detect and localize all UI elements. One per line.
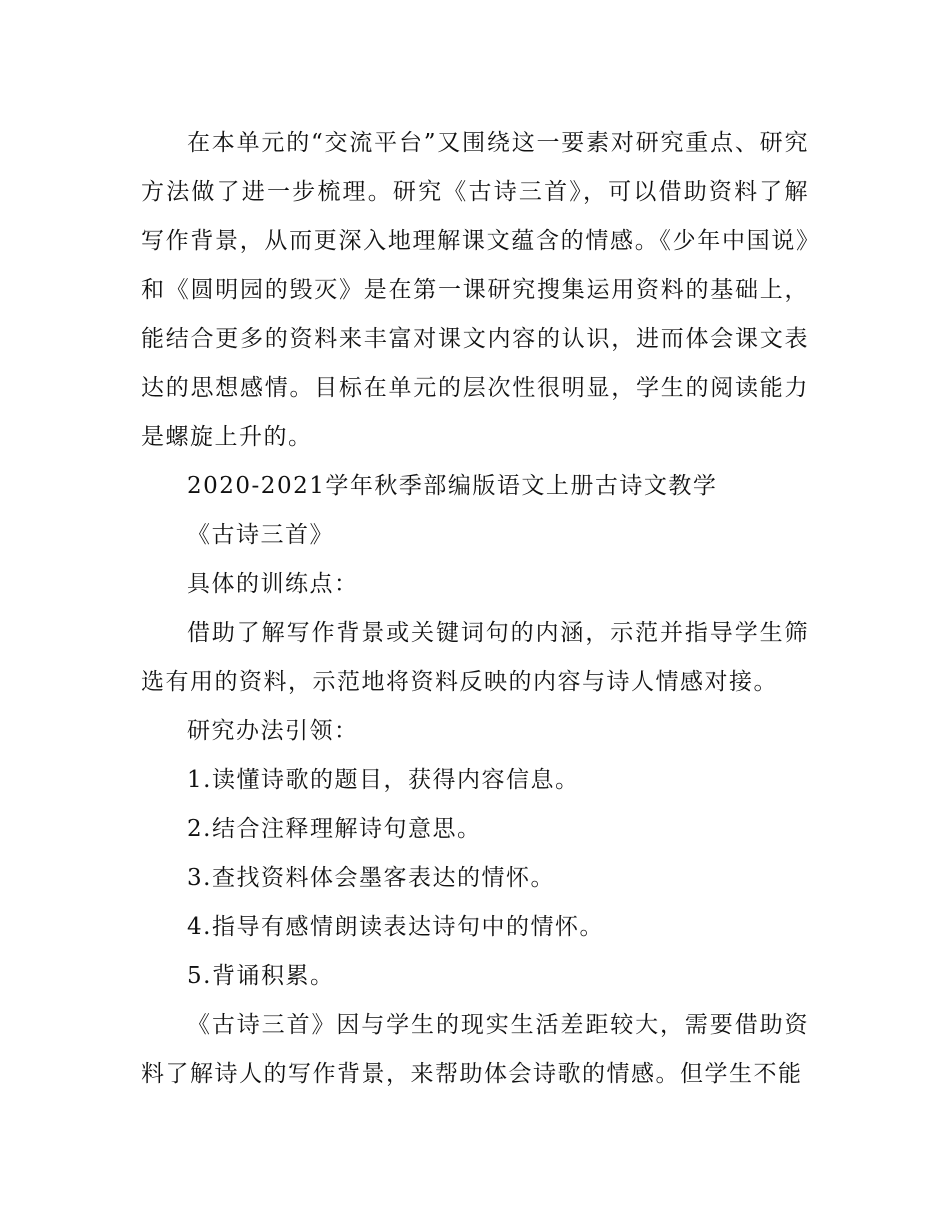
paragraph-closing: 《古诗三首》因与学生的现实生活差距较大，需要借助资料了解诗人的写作背景，来帮助体会诗歌的情感。但学生不能: [141, 1012, 809, 1087]
paragraph-intro: 在本单元的“交流平台”又围绕这一要素对研究重点、研究方法做了进一步梳理。研究《古诗三首》，可以借助资料了解写作背景，从而更深入地理解课文蕴含的情感。《少年中国说》和《圆明园的毁灭》是在第一课研究搜集运用资料的基础上，能结合更多的资料来丰富对课文内容的认识，进而体会课文表达的思想感情。目标在单元的层次性很明显，学生的阅读能力是螺旋上升的。: [141, 130, 809, 450]
list-item-4: 4.指导有感情朗读表达诗句中的情怀。: [187, 914, 604, 940]
paragraph-training-content: 借助了解写作背景或关键词句的内涵，示范并指导学生筛选有用的资料，示范地将资料反映的内容与诗人情感对接。: [141, 620, 809, 695]
paragraph-method-heading: 研究办法引领：: [187, 718, 359, 744]
list-item-3: 3.查找资料体会墨客表达的情怀。: [187, 865, 555, 891]
paragraph-training-heading: 具体的训练点：: [187, 571, 359, 597]
list-item-5: 5.背诵积累。: [187, 963, 335, 989]
list-item-2: 2.结合注释理解诗句意思。: [187, 816, 482, 842]
list-item-1: 1.读懂诗歌的题目，获得内容信息。: [187, 767, 580, 793]
paragraph-lesson-title: 《古诗三首》: [187, 522, 334, 548]
paragraph-section-title: 2020-2021学年秋季部编版语文上册古诗文教学: [187, 473, 718, 499]
document-body: [141, 119, 809, 1099]
